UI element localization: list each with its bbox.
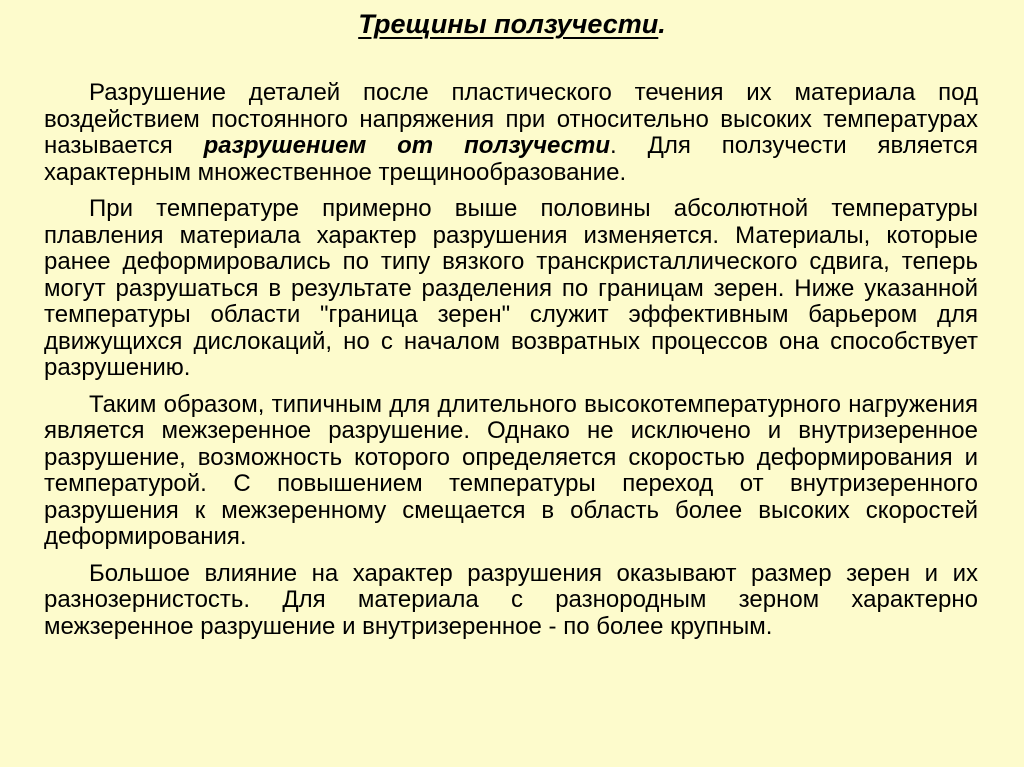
paragraph-1-text-start: Разрушение деталей после пластического течения их материала под воздействием постоянного напряжения при относительно высоких температурах называется (44, 79, 978, 159)
paragraph-2: При температуре примерно выше половины абсолютной температуры плавления материала характер разрушения изменяется. Материалы, которые ранее деформировались по типу вязкого транскристаллического сдвига, теперь могут разрушаться в результате разделения по границам зерен. Ниже указанной температуры области "граница зерен" служит эффективным барьером для движущихся дислокаций, но с началом возвратных процессов она способствует разрушению. (44, 195, 978, 381)
paragraph-4: Большое влияние на характер разрушения оказывают размер зерен и их разнозернистость. Для материала с разнородным зерном характерно межзеренное разрушение и внутризеренное - по более крупным. (44, 559, 978, 640)
slide-body (44, 80, 978, 640)
paragraph-1-text-end: . Для ползучести является характерным множественное трещинообразование. (44, 132, 978, 186)
slide-title-text: Трещины ползучести (358, 9, 659, 39)
slide-title (0, 8, 1024, 40)
paragraph-3: Таким образом, типичным для длительного высокотемпературного нагружения является межзеренное разрушение. Однако не исключено и внутризеренное разрушение, возможность которого определяется скоростью деформирования и температурой. С повышением температуры переход от внутризеренного разрушения к межзеренному смещается в область более высоких скоростей деформирования. (44, 390, 978, 550)
paragraph-1-emphasis: разрушением от ползучести (203, 132, 610, 159)
paragraph-1 (44, 80, 978, 186)
slide-title-period: . (658, 9, 666, 39)
